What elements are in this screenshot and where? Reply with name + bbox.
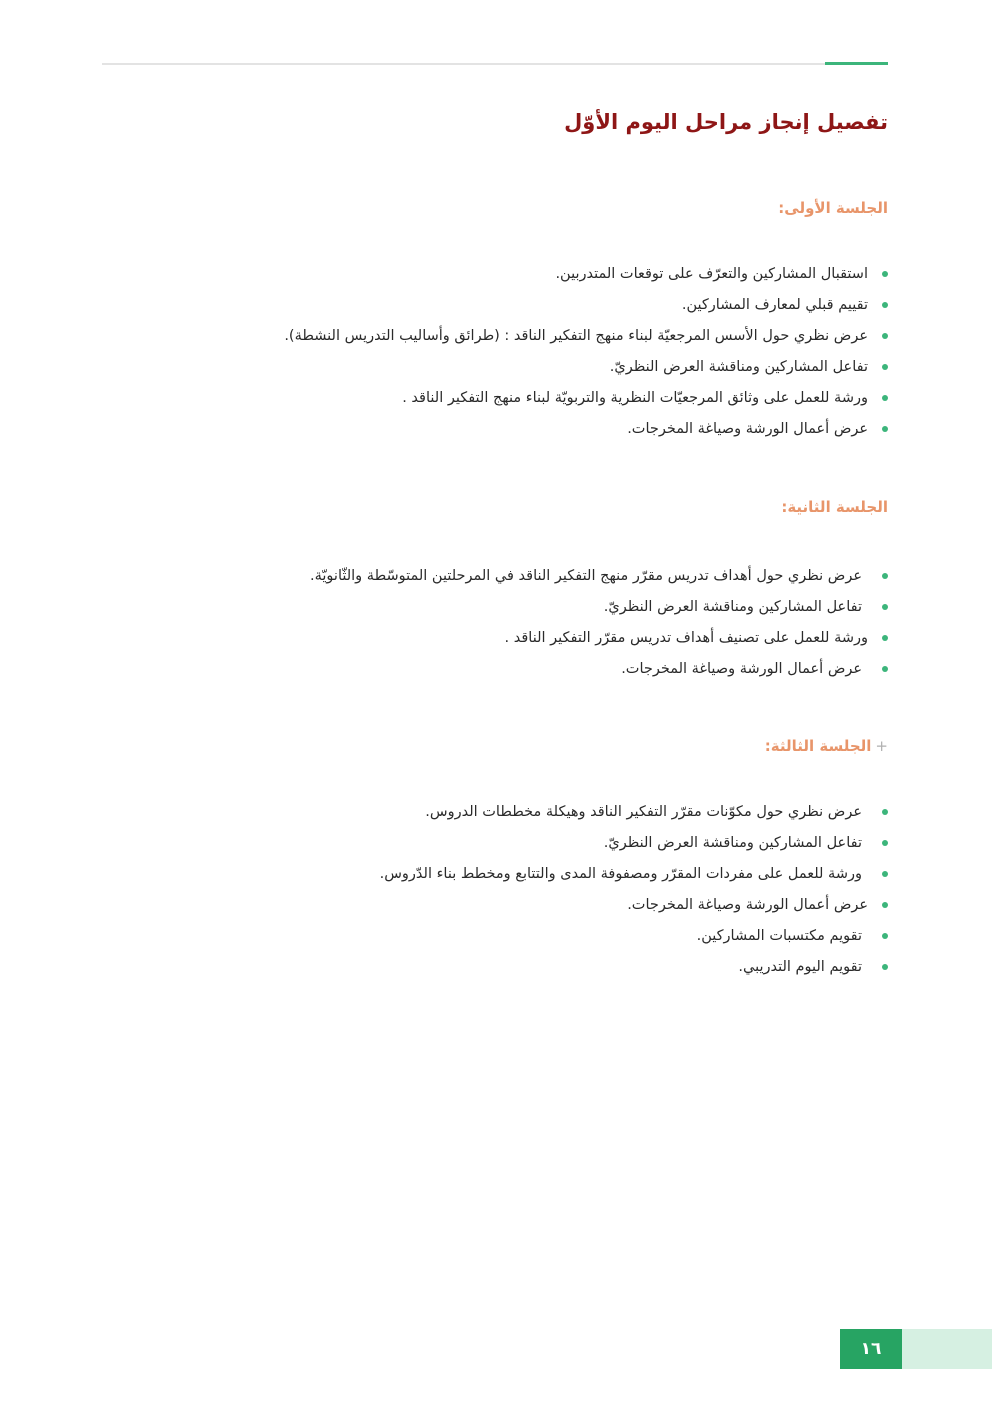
bullet-icon (882, 271, 888, 277)
list-item: ورشة للعمل على مفردات المقرّر ومصفوفة المدى والتتابع ومخطط بناء الدّروس. (188, 858, 888, 889)
list-item: تفاعل المشاركين ومناقشة العرض النظريّ. (188, 827, 888, 858)
list-item: استقبال المشاركين والتعرّف على توقعات المتدربين. (188, 258, 888, 289)
bullet-icon (882, 635, 888, 641)
session-1 (188, 196, 888, 437)
bullet-icon (882, 395, 888, 401)
session-2-list (188, 560, 888, 684)
bullet-icon (882, 933, 888, 939)
list-item: عرض نظري حول مكوّنات مقرّر التفكير الناقد وهيكلة مخططات الدروس. (188, 796, 888, 827)
session-2 (188, 495, 888, 677)
list-item: عرض أعمال الورشة وصياغة المخرجات. (188, 653, 888, 684)
list-item: تقويم اليوم التدريبي. (188, 951, 888, 982)
list-item: عرض نظري حول أهداف تدريس مقرّر منهج التفكير الناقد في المرحلتين المتوسّطة والثّانويّة. (188, 560, 888, 591)
session-3-list (188, 796, 888, 982)
bullet-icon (882, 302, 888, 308)
bullet-icon (882, 871, 888, 877)
list-item: عرض أعمال الورشة وصياغة المخرجات. (188, 413, 888, 444)
list-item: ورشة للعمل على تصنيف أهداف تدريس مقرّر التفكير الناقد . (188, 622, 888, 653)
bullet-icon (882, 573, 888, 579)
session-3 (188, 734, 888, 975)
page-number-badge: ١٦ (840, 1329, 902, 1369)
session-2-heading: الجلسة الثانية: (781, 498, 888, 516)
session-1-heading: الجلسة الأولى: (778, 199, 888, 217)
bullet-icon (882, 964, 888, 970)
bullet-icon (882, 840, 888, 846)
bullet-icon (882, 333, 888, 339)
footer-bar (902, 1329, 992, 1369)
top-accent-bar (825, 62, 888, 65)
bullet-icon (882, 426, 888, 432)
bullet-icon (882, 902, 888, 908)
bullet-icon (882, 666, 888, 672)
bullet-icon (882, 364, 888, 370)
page-title: تفصيل إنجاز مراحل اليوم الأوّل (564, 110, 888, 134)
session-1-list (188, 258, 888, 444)
top-divider (102, 63, 888, 65)
list-item: تفاعل المشاركين ومناقشة العرض النظريّ. (188, 591, 888, 622)
list-item: عرض أعمال الورشة وصياغة المخرجات. (188, 889, 888, 920)
plus-icon: + (875, 737, 888, 755)
bullet-icon (882, 809, 888, 815)
list-item: عرض نظري حول الأسس المرجعيّة لبناء منهج التفكير الناقد : (طرائق وأساليب التدريس النشطة). (188, 320, 888, 351)
list-item: تقييم قبلي لمعارف المشاركين. (188, 289, 888, 320)
list-item: ورشة للعمل على وثائق المرجعيّات النظرية والتربويّة لبناء منهج التفكير الناقد . (188, 382, 888, 413)
list-item: تقويم مكتسبات المشاركين. (188, 920, 888, 951)
session-3-heading: +الجلسة الثالثة: (764, 737, 888, 755)
bullet-icon (882, 604, 888, 610)
list-item: تفاعل المشاركين ومناقشة العرض النظريّ. (188, 351, 888, 382)
